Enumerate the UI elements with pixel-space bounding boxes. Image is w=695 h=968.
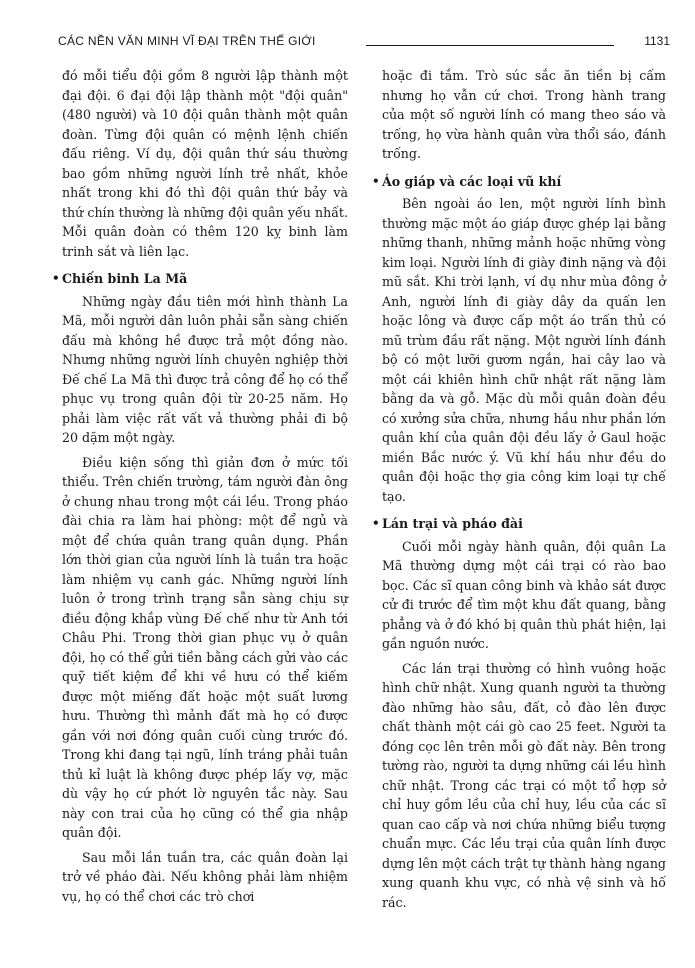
section-heading-text: Lán trại và pháo đài bbox=[382, 516, 523, 531]
paragraph: Sau mỗi lần tuần tra, các quân đoàn lại trở về pháo đài. Nếu không phải làm nhiệm vụ, họ có thể chơi các trò chơi bbox=[62, 849, 348, 904]
section-heading bbox=[52, 269, 348, 289]
bullet-icon: • bbox=[372, 173, 380, 188]
left-column bbox=[52, 66, 348, 906]
page-number: 1131 bbox=[644, 34, 670, 48]
section-heading-text: Chiến binh La Mã bbox=[62, 271, 188, 286]
paragraph: Những ngày đầu tiên mới hình thành La Mã, mỗi người dân luôn phải sẵn sàng chiến đấu mà không hề được trả một đồng nào. Nhưng những người lính chuyên nghiệp thời Đế chế La Mã thì được trả công để họ có thể phục vụ trong quân đội từ 20-25 năm. Họ phải làm việc rất vất vả thường phải đi bộ 20 dặm một ngày. bbox=[62, 293, 348, 445]
paragraph: hoặc đi tắm. Trò súc sắc ăn tiền bị cấm nhưng họ vẫn cứ chơi. Trong hành trang của một số người lính có mang theo sáo và trống, họ vừa hành quân vừa thổi sáo, đánh trống. bbox=[382, 68, 666, 161]
bullet-icon: • bbox=[372, 516, 380, 530]
header-rule bbox=[366, 45, 614, 46]
paragraph: Bên ngoài áo len, một người lính bình thường mặc một áo giáp được ghép lại bằng những thanh, những mảnh hoặc những vòng kim loại. Người lính đi giày đinh nặng và đội mũ sắt. Khi trời lạnh, ví dụ như mùa đông ở Anh, người lính đi giày dây da quấn len hoặc lông và được cấp một áo trấn thủ có mũ trùm đầu rất nặng. Một người lính đánh bộ có một lưỡi gươm ngắn, hai cây lao và một cái khiên hình chữ nhật rất nặng làm bằng da và gỗ. Mặc dù mỗi quân đoàn đều có xưởng sửa chữa, nhưng hầu như phần lớn quân khí của quân đội đều lấy ở Gaul hoặc miền Bắc nước ý. Vũ khí hầu như đều do quân đội hoặc thợ gia công kim loại tự chế tạo. bbox=[382, 196, 666, 504]
paragraph: Các lán trại thường có hình vuông hoặc hình chữ nhật. Xung quanh người ta thường đào những hào sâu, đất, cỏ đào lên được chất thành một cái gò cao 25 feet. Người ta đóng cọc lên trên mỗi gò đất này. Bên trong tường rào, người ta dựng những cái lều hình chữ nhật. Trong các trại có một tổ hợp sở chỉ huy gồm lều của chỉ huy, lều của các sĩ quan cao cấp và nơi chứa những biểu tượng chuẩn mực. Các lều trại của quân lính được dựng lên một cách trật tự thành hàng ngang xung quanh khu vực, có nhà vệ sinh và hố rác. bbox=[382, 660, 666, 910]
section-heading-text: Áo giáp và các loại vũ khí bbox=[382, 173, 562, 189]
section-heading bbox=[372, 172, 666, 192]
paragraph: Điều kiện sống thì giản đơn ở mức tối thiểu. Trên chiến trường, tám người đàn ông ở chung nhau trong một cái lều. Trong pháo đài chia ra làm hai phòng: một để ngủ và một để chứa quân trang quân dụng. Phần lớn thời gian của người lính là tuần tra hoặc làm nhiệm vụ canh gác. Những người lính luôn ở trong trình trạng sẵn sàng chịu sự điều động khắp vùng Đế chế như từ Anh tới Châu Phi. Trong thời gian phục vụ ở quân đội, họ có thể gửi tiền bằng cách gửi vào các quỹ tiết kiệm để khi về hưu có thể kiếm được một miếng đất hoặc một suất lương hưu. Thường thì mảnh đất mà họ có được gần với nơi đóng quân cuối cùng trước đó. Trong khi đang tại ngũ, lính tráng phải tuân thủ kỉ luật là không được phép lấy vợ, mặc dù vậy họ cứ phớt lờ nguyên tắc này. Sau này con trai của họ cũng có thể gia nhập quân đội. bbox=[62, 454, 348, 840]
section-heading bbox=[372, 514, 666, 534]
paragraph: đó mỗi tiểu đội gồm 8 người lập thành một đại đội. 6 đại đội lập thành một "đội quân" (480 người) và 10 đội quân thành một quân đoàn. Từng đội quân có mệnh lệnh chiến đấu riêng. Ví dụ, đội quân thứ sáu thường bao gồm những người lính trẻ nhất, khỏe nhất trong khi đó thì đội quân thứ bảy và thứ chín thường là những đội quân yếu nhất. Mỗi quân đoàn có thêm 120 kỵ binh làm trinh sát và liên lạc. bbox=[62, 68, 348, 259]
running-header bbox=[58, 30, 670, 54]
right-column bbox=[372, 66, 666, 912]
bullet-icon: • bbox=[52, 271, 60, 285]
book-title: CÁC NỀN VĂN MINH VĨ ĐẠI TRÊN THẾ GIỚI bbox=[58, 34, 316, 48]
paragraph: Cuối mỗi ngày hành quân, đội quân La Mã thường dựng một cái trại có rào bao bọc. Các sĩ quan công binh và khảo sát được cử đi trước để tìm một khu đất quang, bằng phẳng và ở đó khó bị quân thù phát hiện, lại gần nguồn nước. bbox=[382, 538, 666, 651]
